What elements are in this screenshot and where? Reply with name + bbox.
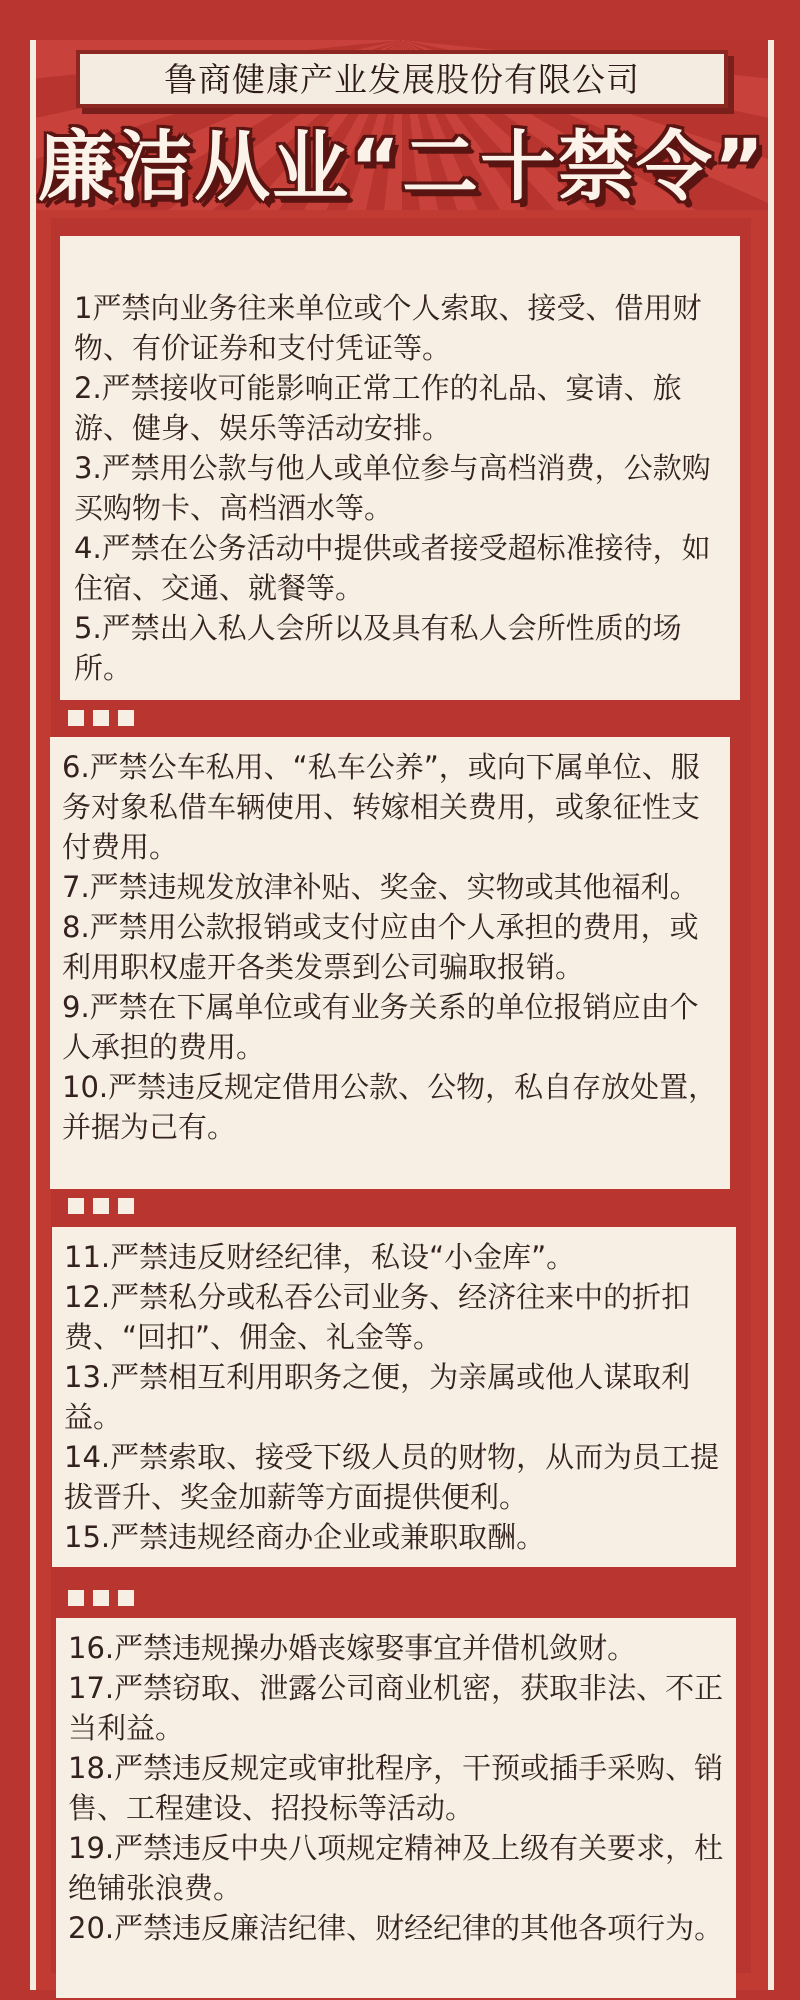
rule-item: 5.严禁出入私人会所以及具有私人会所性质的场所。	[74, 611, 682, 685]
rule-item: 11.严禁违反财经纪律，私设“小金库”。	[64, 1240, 576, 1274]
rule-item: 6.严禁公车私用、“私车公养”，或向下属单位、服务对象私借车辆使用、转嫁相关费用，或象征性支付费用。	[62, 750, 701, 864]
rule-item: 10.严禁违反规定借用公款、公物，私自存放处置，并据为己有。	[62, 1070, 718, 1144]
section-divider-dots	[68, 1198, 134, 1214]
section-divider-dots	[68, 1590, 134, 1606]
rules-section-3	[52, 1227, 736, 1567]
company-name: 鲁商健康产业发展股份有限公司	[76, 50, 728, 108]
rule-item: 4.严禁在公务活动中提供或者接受超标准接待，如住宿、交通、就餐等。	[74, 531, 711, 605]
rule-item: 15.严禁违规经商办企业或兼职取酬。	[64, 1520, 546, 1554]
rule-item: 3.严禁用公款与他人或单位参与高档消费，公款购买购物卡、高档酒水等。	[74, 451, 711, 525]
rule-item: 17.严禁窃取、泄露公司商业机密，获取非法、不正当利益。	[68, 1671, 724, 1745]
rule-item: 19.严禁违反中央八项规定精神及上级有关要求，杜绝铺张浪费。	[68, 1831, 724, 1905]
poster-body	[36, 40, 768, 1990]
poster	[30, 40, 774, 1990]
rule-item: 16.严禁违规操办婚丧嫁娶事宜并借机敛财。	[68, 1631, 637, 1665]
rule-item: 8.严禁用公款报销或支付应由个人承担的费用，或利用职权虚开各类发票到公司骗取报销。	[62, 910, 699, 984]
rule-item: 13.严禁相互利用职务之便，为亲属或他人谋取利益。	[64, 1360, 691, 1434]
rule-item: 18.严禁违反规定或审批程序，干预或插手采购、销售、工程建设、招投标等活动。	[68, 1751, 724, 1825]
poster-title: 廉洁从业“二十禁令”	[38, 122, 766, 211]
rules-section-1	[60, 236, 740, 700]
rules-section-2	[50, 737, 730, 1189]
rule-item: 7.严禁违规发放津补贴、奖金、实物或其他福利。	[62, 870, 699, 904]
rule-item: 2.严禁接收可能影响正常工作的礼品、宴请、旅游、健身、娱乐等活动安排。	[74, 371, 682, 445]
rule-item: 1严禁向业务往来单位或个人索取、接受、借用财物、有价证券和支付凭证等。	[74, 291, 702, 365]
rule-item: 20.严禁违反廉洁纪律、财经纪律的其他各项行为。	[68, 1911, 724, 1945]
section-divider-dots	[68, 710, 134, 726]
rule-item: 14.严禁索取、接受下级人员的财物，从而为员工提拔晋升、奖金加薪等方面提供便利。	[64, 1440, 720, 1514]
rule-item: 9.严禁在下属单位或有业务关系的单位报销应由个人承担的费用。	[62, 990, 699, 1064]
rules-section-4	[56, 1618, 736, 1998]
rule-item: 12.严禁私分或私吞公司业务、经济往来中的折扣费、“回扣”、佣金、礼金等。	[64, 1280, 691, 1354]
